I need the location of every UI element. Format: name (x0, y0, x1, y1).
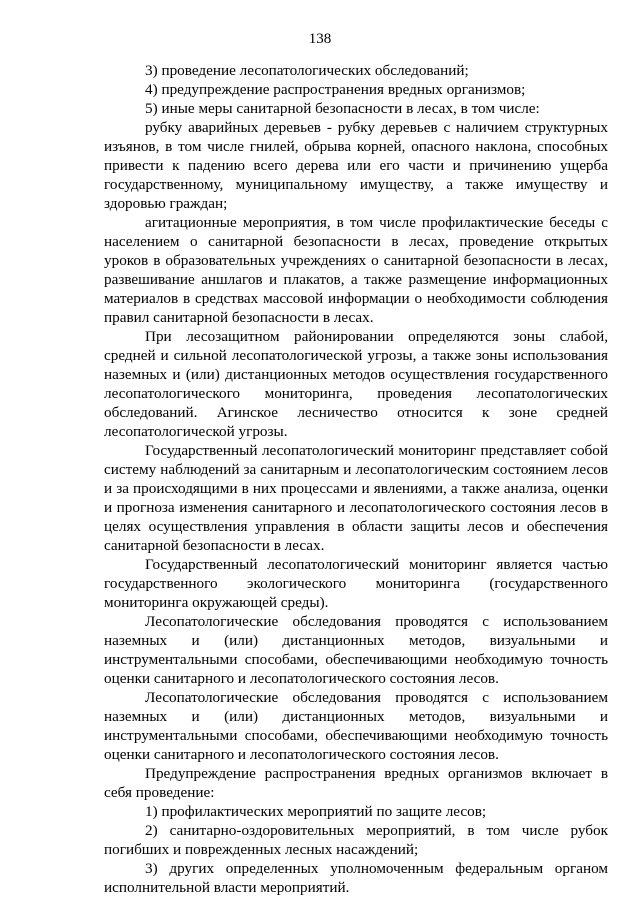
paragraph-surveys-methods-2: Лесопатологические обследования проводятся с использованием наземных и (или) дистанционных методов, визуальными и инструментальными способами, обеспечивающими необходимую точность оценки санитарного и лесопатологического состояния лесов. (104, 689, 608, 763)
paragraph-surveys-methods-1: Лесопатологические обследования проводятся с использованием наземных и (или) дистанционных методов, визуальными и инструментальными способами, обеспечивающими необходимую точность оценки санитарного и лесопатологического состояния лесов. (104, 613, 608, 687)
paragraph-zoning: При лесозащитном районировании определяются зоны слабой, средней и сильной лесопатологической угрозы, а также зоны использования наземных и (или) дистанционных методов осуществления государственного лесопатологического мониторинга, проведения лесопатологических обследований. Агинское лесничество относится к зоне средней лесопатологической угрозы. (104, 328, 608, 440)
paragraph-monitoring-definition: Государственный лесопатологический мониторинг представляет собой систему наблюдений за санитарным и лесопатологическим состоянием лесов и за происходящими в них процессами и явлениями, а также анализа, оценки и прогноза изменения санитарного и лесопатологического состояния лесов в целях осуществления управления в области защиты лесов и обеспечения санитарной безопасности в лесах. (104, 442, 608, 554)
document-body (104, 61, 608, 897)
paragraph-prevention-item-1: 1) профилактических мероприятий по защите лесов; (145, 803, 487, 820)
paragraph-emergency-tree-felling: рубку аварийных деревьев - рубку деревьев с наличием структурных изъянов, в том числе гнилей, обрыва корней, опасного наклона, способных привести к падению всего дерева или его части и причинению ущерба государственному, муниципальному имуществу, а также имуществу и здоровью граждан; (104, 119, 608, 212)
paragraph-measure-3: 3) проведение лесопатологических обследований; (145, 62, 469, 79)
paragraph-prevention-item-2: 2) санитарно-оздоровительных мероприятий, в том числе рубок погибших и поврежденных лесных насаждений; (104, 822, 608, 858)
paragraph-prevention-item-3: 3) других определенных уполномоченным федеральным органом исполнительной власти мероприятий. (104, 860, 608, 896)
paragraph-measure-5: 5) иные меры санитарной безопасности в лесах, в том числе: (145, 100, 540, 117)
paragraph-prevention-intro: Предупреждение распространения вредных организмов включает в себя проведение: (104, 765, 608, 801)
paragraph-monitoring-part-of: Государственный лесопатологический мониторинг является частью государственного экологического мониторинга (государственного мониторинга окружающей среды). (104, 556, 608, 611)
paragraph-measure-4: 4) предупреждение распространения вредных организмов; (145, 81, 526, 98)
paragraph-awareness-activities: агитационные мероприятия, в том числе профилактические беседы с населением о санитарной безопасности в лесах, проведение открытых уроков в образовательных учреждениях о санитарной безопасности в лесах, развешивание аншлагов и плакатов, а также размещение информационных материалов в средствах массовой информации о необходимости соблюдения правил санитарной безопасности в лесах. (104, 214, 608, 326)
page-number: 138 (308, 31, 332, 47)
